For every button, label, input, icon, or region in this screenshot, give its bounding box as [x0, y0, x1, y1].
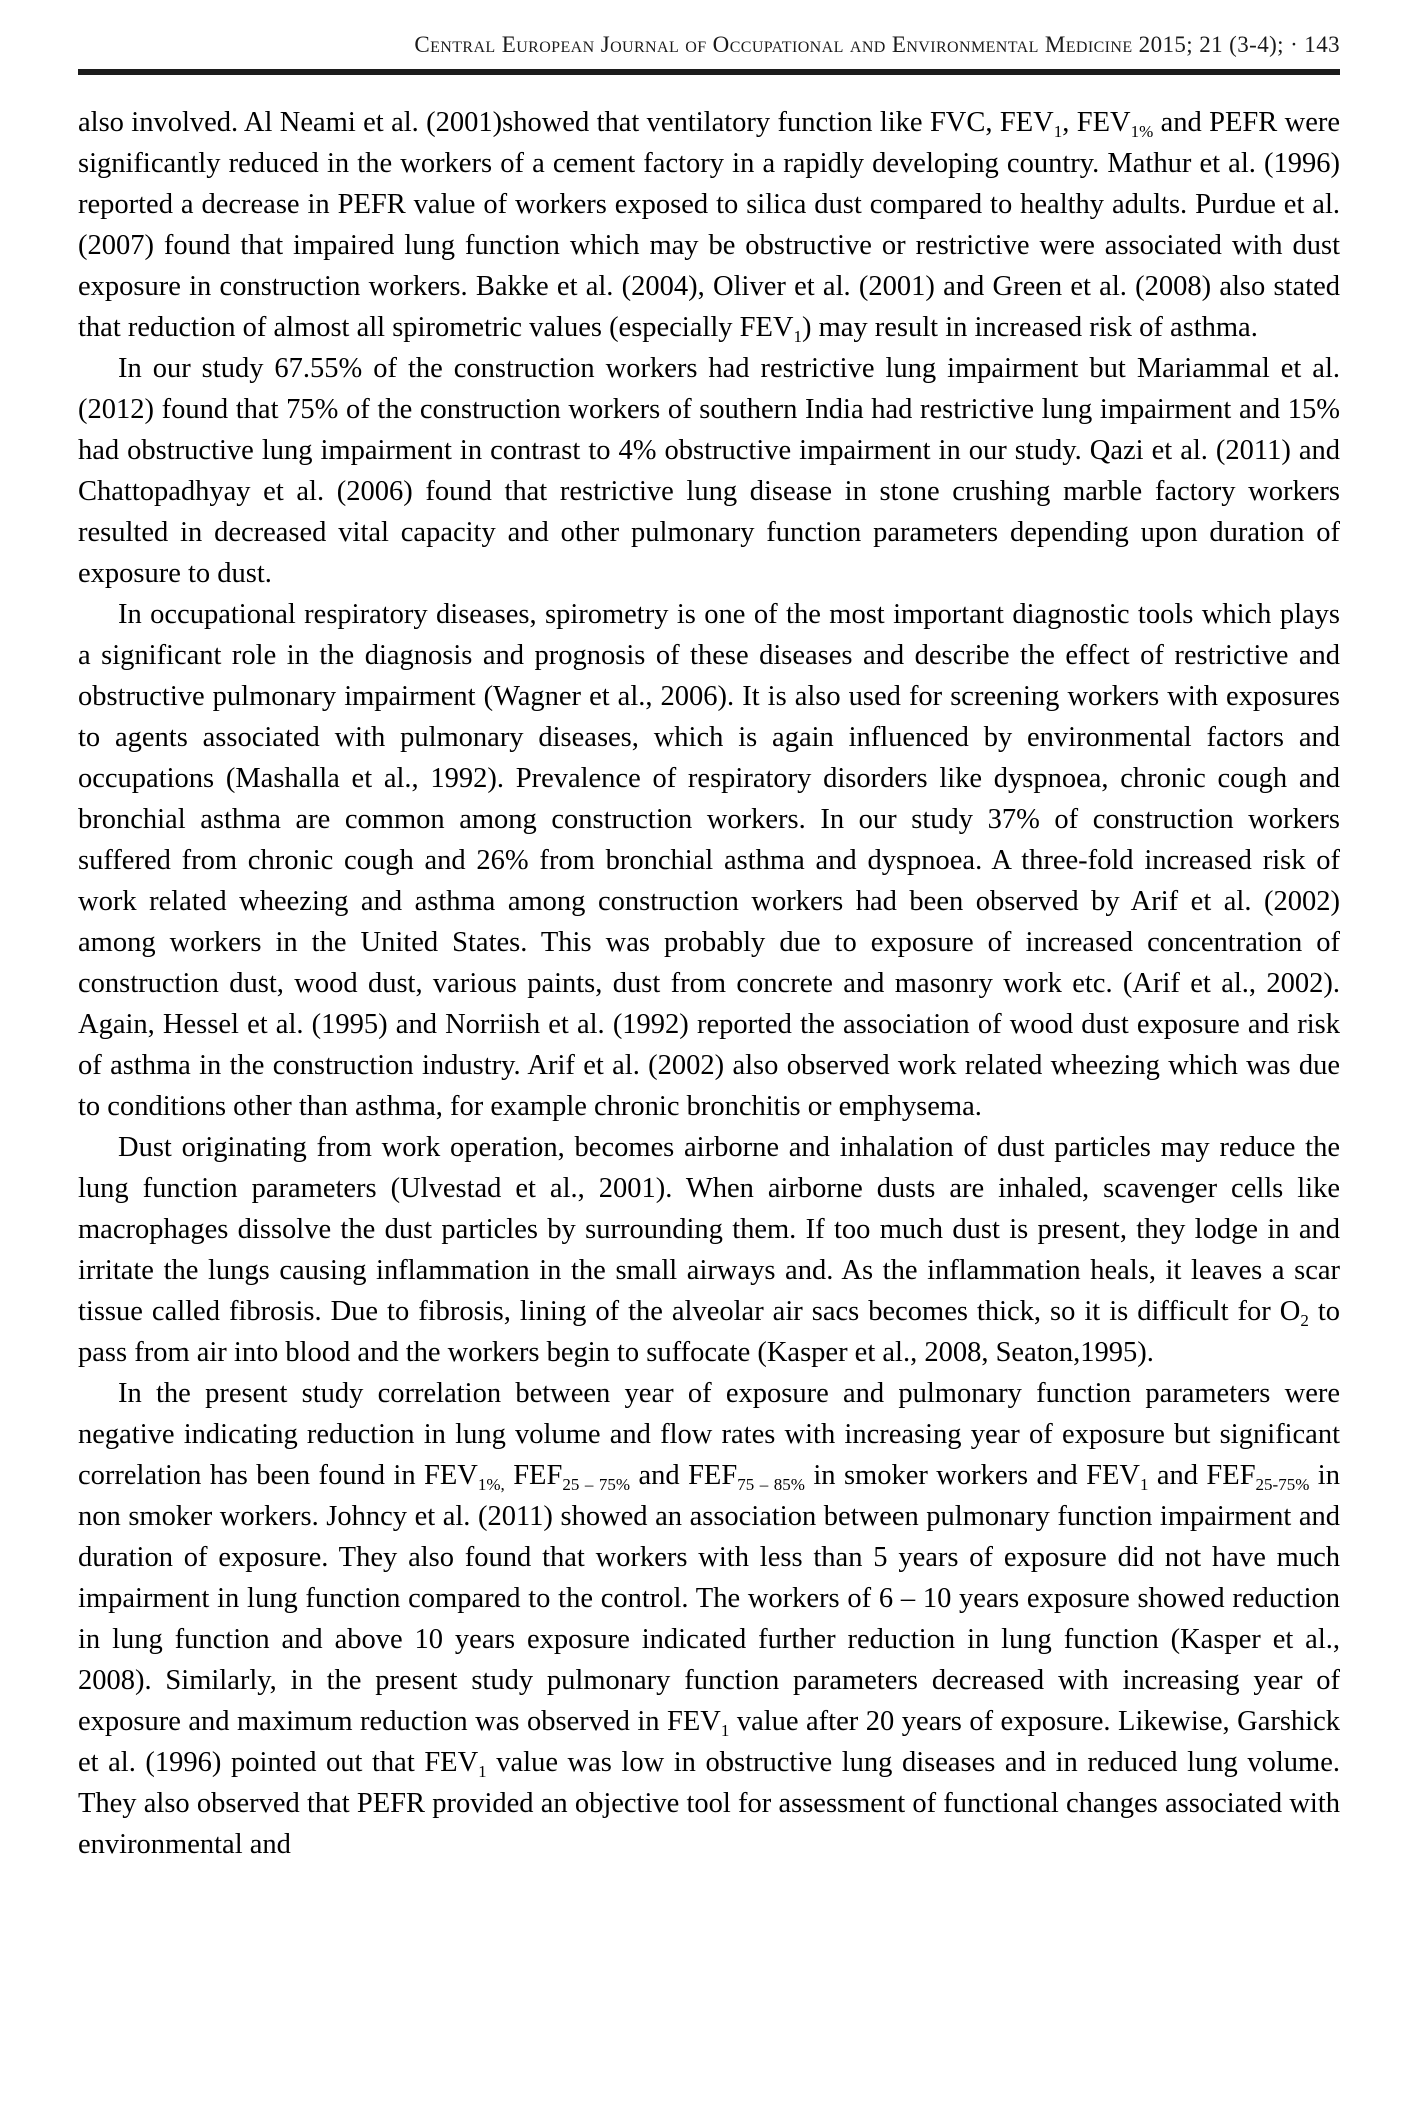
subscript: 1	[720, 1720, 730, 1740]
paragraph-4: Dust originating from work operation, becomes airborne and inhalation of dust particles may reduce the lung function parameters (Ulvestad et al., 2001). When airborne dusts are inhaled, scavenger cells like macrophages dissolve the dust particles by surrounding them. If too much dust is present, they lodge in and irritate the lungs causing inflammation in the small airways and. As the inflammation heals, it leaves a scar tissue called fibrosis. Due to fibrosis, lining of the alveolar air sacs becomes thick, so it is difficult for $O_2$ to pass from air into blood and the workers begin to suffocate (Kasper et al., 2008, Seaton,1995).	[78, 1132, 1340, 1368]
paragraph-5: In the present study correlation between year of exposure and pulmonary function parameters were negative indicating reduction in lung volume and flow rates with increasing year of exposure but significant correlation has been found in $FEV_{1\%,}$ $FEF_{25 - 75\%}$ and $FEF_{75 - 85\%}$ in smoker workers and $FEV_1$ and $FEF_{25-75\%}$ in non smoker workers. Johncy et al. (2011) showed an association between pulmonary function impairment and duration of exposure. They also found that workers with less than 5 years of exposure did not have much impairment in lung function compared to the control. The workers of 6 – 10 years exposure showed reduction in lung function and above 10 years exposure indicated further reduction in lung function (Kasper et al., 2008). Similarly, in the present study pulmonary function parameters decreased with increasing year of exposure and maximum reduction was observed in $FEV_1$ value after 20 years of exposure. Likewise, Garshick et al. (1996) pointed out that $FEV_1$ value was low in obstructive lung diseases and in reduced lung volume. They also observed that PEFR provided an objective tool for assessment of functional changes associated with environmental and	[78, 1378, 1340, 1860]
subscript: 1	[1053, 121, 1063, 141]
subscript: 2	[1300, 1310, 1309, 1330]
subscript: 1	[793, 326, 802, 346]
running-head	[78, 30, 1340, 75]
subscript: 1%	[1130, 121, 1154, 141]
subscript: 1%,	[477, 1474, 505, 1494]
paragraph-3: In occupational respiratory diseases, spirometry is one of the most important diagnostic tools which plays a significant role in the diagnosis and prognosis of these diseases and describe the effect of restrictive and obstructive pulmonary impairment (Wagner et al., 2006). It is also used for screening workers with exposures to agents associated with pulmonary diseases, which is again influenced by environmental factors and occupations (Mashalla et al., 1992). Prevalence of respiratory disorders like dyspnoea, chronic cough and bronchial asthma are common among construction workers. In our study 37% of construction workers suffered from chronic cough and 26% from bronchial asthma and dyspnoea. A three-fold increased risk of work related wheezing and asthma among construction workers had been observed by Arif et al. (2002) among workers in the United States. This was probably due to exposure of increased concentration of construction dust, wood dust, various paints, dust from concrete and masonry work etc. (Arif et al., 2002). Again, Hessel et al. (1995) and Norriish et al. (1992) reported the association of wood dust exposure and risk of asthma in the construction industry. Arif et al. (2002) also observed work related wheezing which was due to conditions other than asthma, for example chronic bronchitis or emphysema.	[78, 599, 1340, 1122]
subscript: 25 – 75%	[562, 1474, 631, 1494]
subscript: 1	[478, 1761, 487, 1781]
paragraph-2: In our study 67.55% of the construction workers had restrictive lung impairment but Mariammal et al. (2012) found that 75% of the construction workers of southern India had restrictive lung impairment and 15% had obstructive lung impairment in contrast to 4% obstructive impairment in our study. Qazi et al. (2011) and Chattopadhyay et al. (2006) found that restrictive lung disease in stone crushing marble factory workers resulted in decreased vital capacity and other pulmonary function parameters depending upon duration of exposure to dust.	[78, 353, 1340, 589]
subscript: 1	[1139, 1474, 1149, 1494]
journal-header-line: Central European Journal of Occupational and Environmental Medicine 2015; 21 (3-4); · 143	[414, 32, 1340, 57]
subscript: 25-75%	[1255, 1474, 1310, 1494]
article-body	[78, 102, 1340, 1865]
paragraph-1: also involved. Al Neami et al. (2001)showed that ventilatory function like FVC, $FEV_1$, $FEV_{1\%}$ and PEFR were significantly reduced in the workers of a cement factory in a rapidly developing country. Mathur et al. (1996) reported a decrease in PEFR value of workers exposed to silica dust compared to healthy adults. Purdue et al. (2007) found that impaired lung function which may be obstructive or restrictive were associated with dust exposure in construction workers. Bakke et al. (2004), Oliver et al. (2001) and Green et al. (2008) also stated that reduction of almost all spirometric values (especially $FEV_1$) may result in increased risk of asthma.	[78, 107, 1340, 346]
header-rule	[78, 69, 1340, 75]
subscript: 75 – 85%	[737, 1474, 805, 1494]
